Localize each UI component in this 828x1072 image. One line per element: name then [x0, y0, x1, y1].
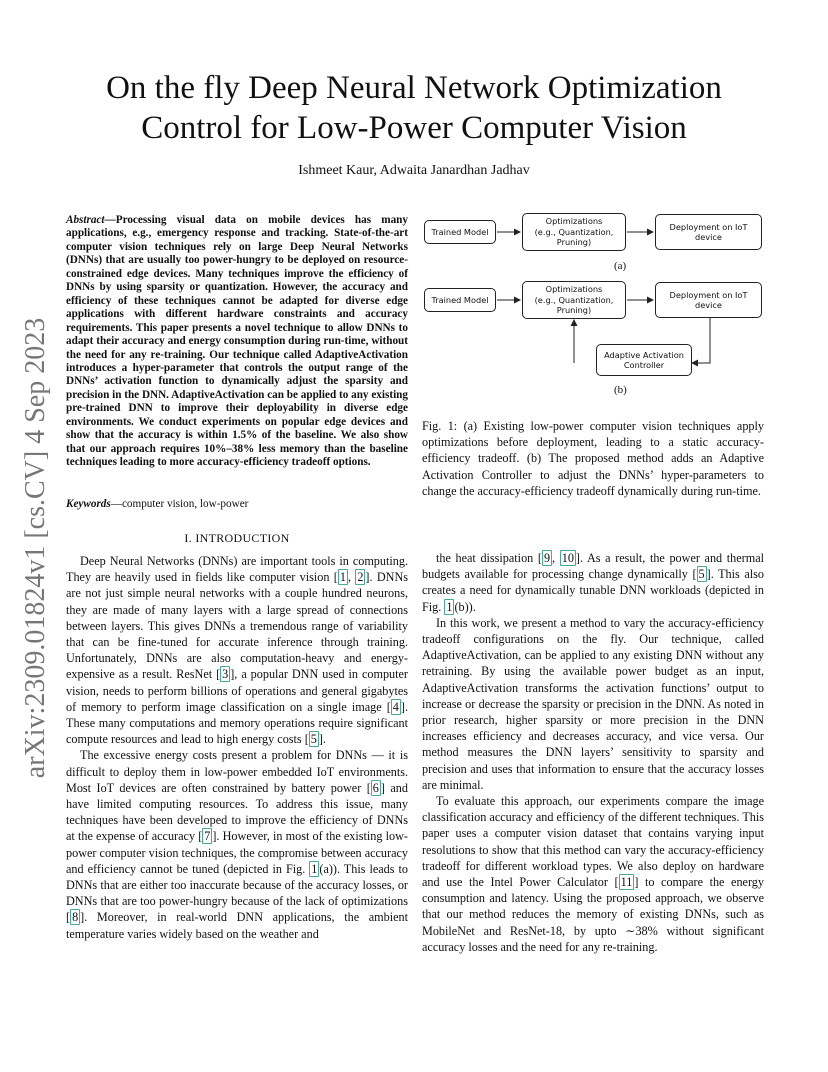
abstract-lead: Abstract: [66, 214, 105, 226]
citation-link[interactable]: 4: [392, 699, 399, 714]
citation-link[interactable]: 5: [310, 732, 317, 747]
trained-model-box-a: Trained Model: [424, 220, 496, 244]
paragraph-text: In this work, we present a method to vary the accuracy-efficiency tradeoff configurations on the fly. Our technique, called AdaptiveActivation, can be applied to any existing DNN without any retraining. By using the available power budget as an input, AdaptiveActivation transforms the activation functions’ output to increase or decrease the sparsity or precision in the DNN. As noted in prior research, higher sparsity or more precision in the DNN increases efficiency and decreases accuracy, and vice versa. Our method measures the DNN layers’ sensitivity to sparsity and precision and uses that information to ensure that the accuracy losses are minimal.: [422, 615, 764, 792]
paragraph-text: Deep Neural Networks (DNNs) are important tools in computing. They are heavily used in fields like computer vision [: [66, 554, 408, 585]
citation-link[interactable]: 10: [561, 551, 574, 565]
trained-model-box-b: Trained Model: [424, 288, 496, 312]
paper-title: [60, 68, 768, 148]
paragraph-text: ] and have limited computing resources. To address this issue, many techniques have been developed to improve the efficiency of DNNs at the expense of accuracy [: [66, 780, 408, 844]
citation-link[interactable]: 6: [372, 780, 379, 795]
arxiv-sidebar: arXiv:2309.01824v1 [cs.CV] 4 Sep 2023: [20, 317, 51, 779]
controller-box-b: Adaptive Activation Controller: [596, 344, 692, 376]
citation-link[interactable]: 9: [543, 551, 551, 565]
paragraph: [422, 793, 764, 955]
paragraph-text: ]. DNNs are not just simple neural networks with a couple hundred neurons, they are made of many layers with a large spread of connections between layers. This gives DNNs a tremendous range of variability that can be fine-tuned for accurate inference through training. Unfortunately, DNNs are also computation-heavy and energy-expensive as a result. ResNet [: [66, 570, 409, 682]
abstract-text: —Processing visual data on mobile devices has many applications, e.g., emergency response and tracking. State-of-the-art computer vision techniques rely on large Deep Neural Networks (DNNs) that are usually too power-hungry to be deployed on resource-constrained edge devices. Many techniques improve the efficiency of DNNs by using sparsity or quantization. However, the accuracy and efficiency of these techniques cannot be adapted for diverse edge applications with different hardware constraints and accuracy requirements. This paper presents a novel technique to allow DNNs to adapt their accuracy and energy consumption during run-time, without the need for any re-training. Our technique called AdaptiveActivation introduces a hyper-parameter that controls the output range of the DNNs’ activation function to dynamically adjust the sparsity and precision in the DNN. AdaptiveActivation can be applied to any existing pre-trained DNN to improve their deployability in diverse edge environments. We conduct experiments on popular edge devices and show that the accuracy is within 1.5% of the baseline. We also show that our approach requires 10%–38% less memory than the baseline techniques leading to more accuracy-efficiency tradeoff options.: [66, 214, 408, 469]
optimizations-box-a: Optimizations (e.g., Quantization, Pruning): [522, 213, 626, 251]
subfigure-label-b: (b): [614, 384, 627, 396]
keywords-text: —computer vision, low-power: [110, 498, 249, 510]
keywords: [66, 498, 408, 512]
paragraph-text: ]. However, in most of the existing low-power computer vision techniques, the compromise between accuracy and efficiency cannot be tuned (depicted in Fig.: [66, 829, 408, 876]
paragraph-text: To evaluate this approach, our experiments compare the image classification accuracy and efficiency of the different techniques. This paper uses a computer vision dataset that contains varying input resolutions to show that this method can vary the accuracy-efficiency tradeoff for different workload types. We also deploy on hardware and use the Intel Power Calculator [: [422, 794, 764, 890]
paragraph-text: ]. Moreover, in real-world DNN applications, the ambient temperature varies widely based on the weather and: [66, 910, 408, 941]
citation-link[interactable]: 3: [222, 667, 229, 682]
paragraph: [422, 615, 764, 793]
citation-link[interactable]: 2: [357, 570, 364, 585]
authors: Ishmeet Kaur, Adwaita Janardhan Jadhav: [298, 163, 530, 178]
right-column: [422, 550, 764, 955]
left-column: [66, 553, 408, 942]
paragraph-text: ,: [347, 570, 356, 585]
paragraph-text: ]. As a result, the power and thermal budgets available for processing change dynamically [: [422, 551, 765, 582]
keywords-lead: Keywords: [66, 498, 111, 510]
title-line-2: Control for Low-Power Computer Vision: [141, 110, 687, 146]
paragraph-text: the heat dissipation [: [436, 551, 542, 565]
paragraph-text: (a)). This leads to DNNs that are either too inaccurate because of the accuracy losses, or DNNs that are too power-hungry because of the lack of optimizations [: [66, 861, 408, 925]
paragraph-text: ,: [552, 551, 560, 565]
subfigure-label-a: (a): [614, 260, 627, 272]
paragraph-text: ] to compare the energy consumption and latency. Using the proposed approach, we observe that our method reduces the memory of existing DNNs, such as MobileNet and ResNet-18, by upto ∼38% without significant accuracy losses and the need for any re-training.: [422, 875, 764, 954]
citation-link[interactable]: 1: [311, 861, 318, 876]
paragraph-text: ], a popular DNN used in computer vision, needs to perform billions of operations and general gigabytes of memory to perform image classification on a single image [: [66, 667, 408, 714]
abstract: [66, 214, 408, 470]
paragraph-text: (b)).: [454, 599, 476, 614]
paragraph-text: ]. This also creates a need for dynamically tunable DNN workloads (depicted in Fig.: [422, 567, 764, 614]
paragraph-text: The excessive energy costs present a problem for DNNs — it is difficult to deploy them in low-power embedded IoT environments. Most IoT devices are often constrained by battery power [: [66, 748, 408, 795]
citation-link[interactable]: 8: [72, 910, 79, 925]
figure-1: [422, 210, 764, 410]
paragraph-text: ].: [318, 732, 326, 747]
deployment-box-a: Deployment on IoT device: [655, 214, 762, 250]
citation-link[interactable]: 1: [339, 570, 346, 585]
paragraph-text: ]. These many computations and memory operations require significant compute resources and lead to high energy costs [: [66, 699, 408, 747]
optimizations-box-b: Optimizations (e.g., Quantization, Pruning): [522, 281, 626, 319]
citation-link[interactable]: 1: [446, 599, 453, 614]
deployment-box-b: Deployment on IoT device: [655, 282, 762, 318]
figure-caption: Fig. 1: (a) Existing low-power computer vision techniques apply optimizations before deployment, leading to a static accuracy-efficiency tradeoff. (b) The proposed method adds an Adaptive Activation Controller to adjust the DNNs’ hyper-parameters to change the accuracy-efficiency tradeoff dynamically during run-time.: [422, 419, 764, 498]
paragraph: [66, 553, 408, 747]
paragraph: [66, 747, 408, 941]
title-line-1: On the fly Deep Neural Network Optimization: [106, 70, 722, 106]
section-title: I. INTRODUCTION: [184, 531, 290, 545]
paragraph: [422, 550, 764, 615]
citation-link[interactable]: 7: [204, 829, 211, 844]
citation-link[interactable]: 5: [698, 567, 705, 582]
citation-link[interactable]: 11: [620, 875, 633, 890]
